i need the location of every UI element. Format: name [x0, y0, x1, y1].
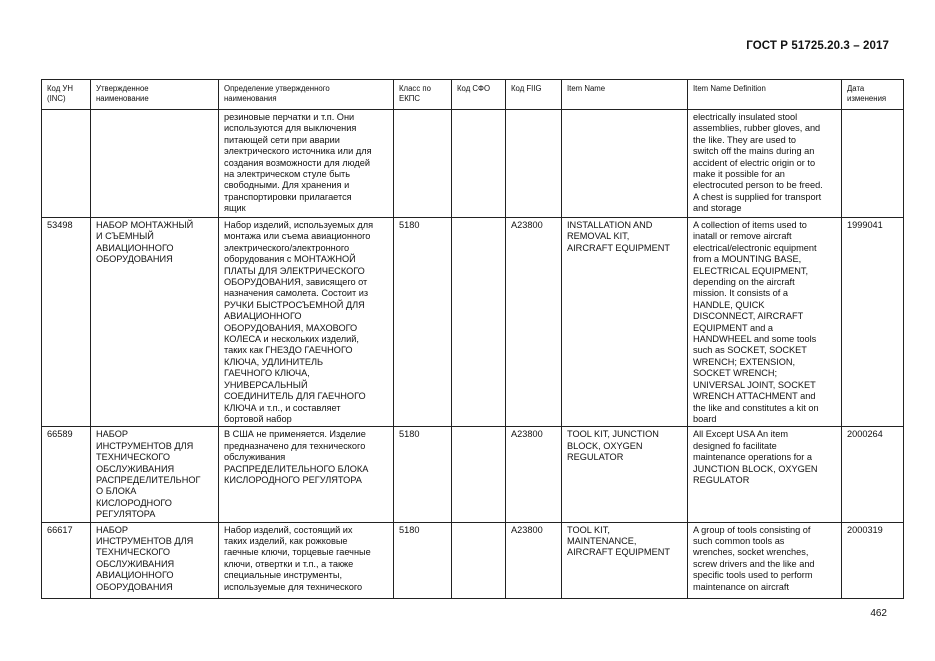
cell-definition: Набор изделий, состоящий их таких изделий, как рожковые гаечные ключи, торцевые гаечные ключи, отвертки и т.п., а также специальные инструменты, используемые для технического	[219, 522, 394, 598]
cell-sfo	[452, 110, 506, 218]
column-header-item-definition: Item Name Definition	[688, 80, 842, 110]
column-header-item-name: Item Name	[562, 80, 688, 110]
cell-fiig: A23800	[506, 218, 562, 427]
cell-change-date: 2000319	[842, 522, 904, 598]
cell-class: 5180	[394, 218, 452, 427]
cell-class: 5180	[394, 522, 452, 598]
classification-table	[41, 79, 904, 599]
column-header-change-date: Дата изменения	[842, 80, 904, 110]
cell-item-name	[562, 110, 688, 218]
cell-fiig	[506, 110, 562, 218]
cell-inc: 66589	[42, 427, 91, 522]
cell-change-date	[842, 110, 904, 218]
column-header-fiig: Код FIIG	[506, 80, 562, 110]
column-header-sfo: Код СФО	[452, 80, 506, 110]
cell-inc: 66617	[42, 522, 91, 598]
cell-item-definition: electrically insulated stool assemblies, rubber gloves, and the like. They are used to switch off the mains during an accident of electric origin or to make it possible for an electrocuted person to be freed. A chest is supplied for transport and storage	[688, 110, 842, 218]
cell-fiig: A23800	[506, 522, 562, 598]
cell-class	[394, 110, 452, 218]
cell-approved-name	[91, 110, 219, 218]
cell-sfo	[452, 218, 506, 427]
cell-definition: резиновые перчатки и т.п. Они используются для выключения питающей сети при аварии электрического источника или для создания возможности для людей на электрическом стуле быть свободными. Для хранения и транспортировки прилагается ящик	[219, 110, 394, 218]
cell-item-definition: A group of tools consisting of such common tools as wrenches, socket wrenches, screw drivers and the like and specific tools used to perform maintenance on aircraft	[688, 522, 842, 598]
table-row	[42, 218, 904, 427]
cell-item-definition: All Except USA An item designed fo facilitate maintenance operations for a JUNCTION BLOCK, OXYGEN REGULATOR	[688, 427, 842, 522]
cell-definition: В США не применяется. Изделие предназначено для технического обслуживания РАСПРЕДЕЛИТЕЛЬНОГО БЛОКА КИСЛОРОДНОГО РЕГУЛЯТОРА	[219, 427, 394, 522]
cell-item-name: INSTALLATION AND REMOVAL KIT, AIRCRAFT EQUIPMENT	[562, 218, 688, 427]
column-header-definition: Определение утвержденного наименования	[219, 80, 394, 110]
document-standard-header: ГОСТ Р 51725.20.3 – 2017	[746, 40, 889, 52]
cell-approved-name: НАБОР МОНТАЖНЫЙ И СЪЕМНЫЙ АВИАЦИОННОГО ОБОРУДОВАНИЯ	[91, 218, 219, 427]
cell-fiig: A23800	[506, 427, 562, 522]
column-header-class: Класс по ЕКПС	[394, 80, 452, 110]
cell-definition: Набор изделий, используемых для монтажа или съема авиационного электрического/электронного оборудования с МОНТАЖНОЙ ПЛАТЫ ДЛЯ ЭЛЕКТРИЧЕСКОГО ОБОРУДОВАНИЯ, зависящего от назначения самолета. Состоит из РУЧКИ БЫСТРОСЪЕМНОЙ ДЛЯ АВИАЦИОННОГО ОБОРУДОВАНИЯ, МАХОВОГО КОЛЕСА и нескольких изделий, таких как ГНЕЗДО ГАЕЧНОГО КЛЮЧА, УДЛИНИТЕЛЬ ГАЕЧНОГО КЛЮЧА, УНИВЕРСАЛЬНЫЙ СОЕДИНИТЕЛЬ ДЛЯ ГАЕЧНОГО КЛЮЧА и т.п., и составляет бортовой набор	[219, 218, 394, 427]
cell-sfo	[452, 522, 506, 598]
cell-inc	[42, 110, 91, 218]
cell-change-date: 2000264	[842, 427, 904, 522]
cell-item-definition: A collection of items used to inatall or remove aircraft electrical/electronic equipment from a MOUNTING BASE, ELECTRICAL EQUIPMENT, depending on the aircraft mission. It consists of a HANDLE, QUICK DISCONNECT, AIRCRAFT EQUIPMENT and a HANDWHEEL and some tools such as SOCKET, SOCKET WRENCH; EXTENSION, SOCKET WRENCH; UNIVERSAL JOINT, SOCKET WRENCH ATTACHMENT and the like and constitutes a kit on board	[688, 218, 842, 427]
table-header-row	[42, 80, 904, 110]
column-header-approved-name: Утвержденное наименование	[91, 80, 219, 110]
cell-approved-name: НАБОР ИНСТРУМЕНТОВ ДЛЯ ТЕХНИЧЕСКОГО ОБСЛУЖИВАНИЯ АВИАЦИОННОГО ОБОРУДОВАНИЯ	[91, 522, 219, 598]
cell-item-name: TOOL KIT, JUNCTION BLOCK, OXYGEN REGULATOR	[562, 427, 688, 522]
cell-inc: 53498	[42, 218, 91, 427]
table-row	[42, 110, 904, 218]
page-number: 462	[870, 608, 887, 619]
cell-change-date: 1999041	[842, 218, 904, 427]
table-row	[42, 427, 904, 522]
cell-class: 5180	[394, 427, 452, 522]
cell-item-name: TOOL KIT, MAINTENANCE, AIRCRAFT EQUIPMENT	[562, 522, 688, 598]
cell-approved-name: НАБОР ИНСТРУМЕНТОВ ДЛЯ ТЕХНИЧЕСКОГО ОБСЛУЖИВАНИЯ РАСПРЕДЕЛИТЕЛЬНОГ О БЛОКА КИСЛОРОДНОГО РЕГУЛЯТОРА	[91, 427, 219, 522]
cell-sfo	[452, 427, 506, 522]
column-header-inc: Код УН (INC)	[42, 80, 91, 110]
table-row	[42, 522, 904, 598]
